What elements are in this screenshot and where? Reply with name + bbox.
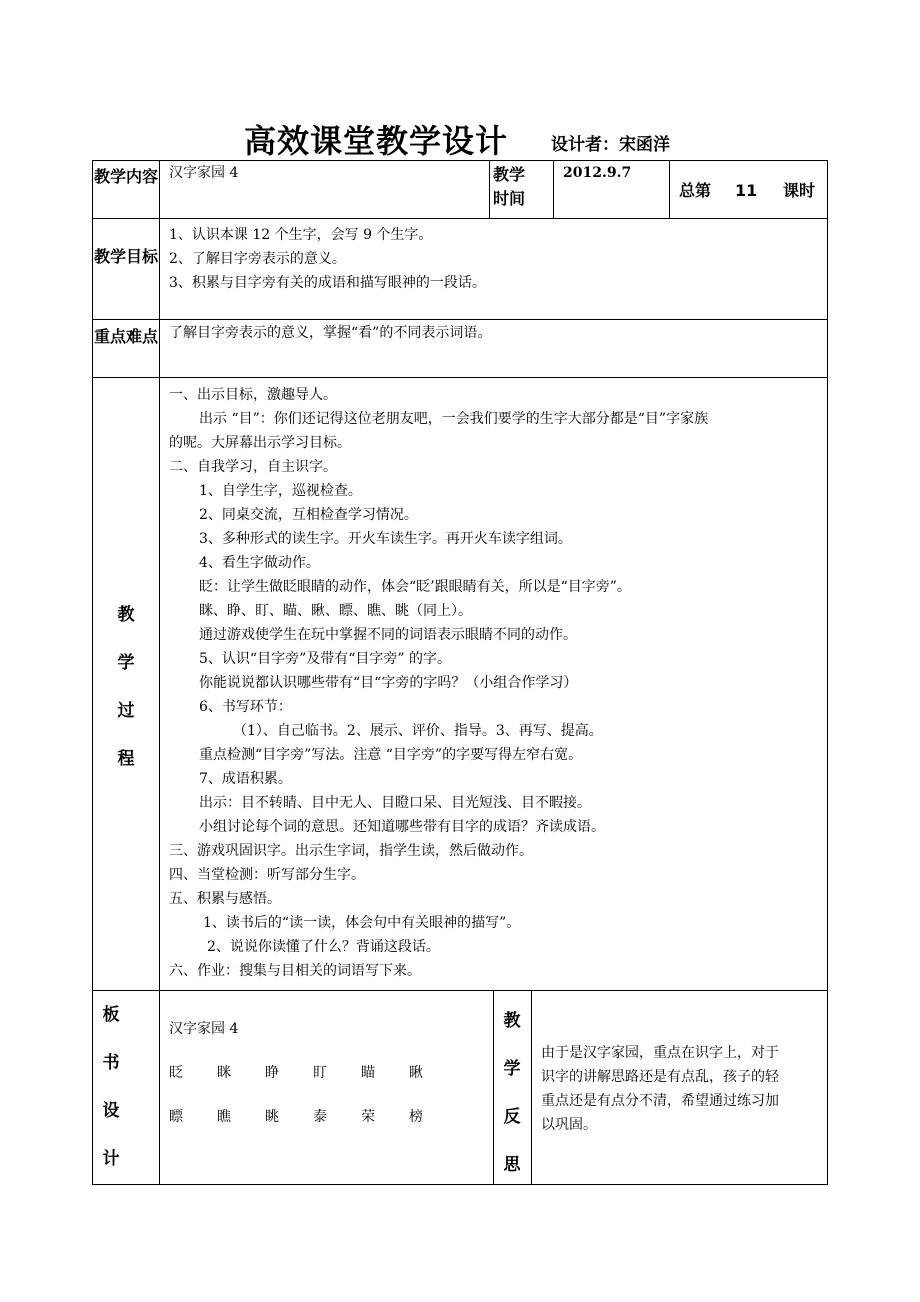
process-line: 7、成语积累。 [199,771,292,787]
column-divider [531,990,532,1184]
reflection-line: 重点还是有点分不清，希望通过练习加 [541,1093,779,1109]
process-label-char: 过 [117,701,135,721]
lesson-suffix: 课时 [783,181,816,200]
lesson-number: 11 [735,181,758,200]
reflection-line: 以巩固。 [541,1117,597,1133]
content-value: 汉字家园 4 [169,165,239,181]
board-char: 瞧 [217,1109,231,1125]
board-char: 眯 [217,1065,231,1081]
board-label-char: 板 [102,1005,120,1025]
process-line: 重点检测“目字旁”写法。注意 “目字旁”的字要写得左窄右宽。 [199,747,583,763]
lesson-plan-table [92,160,828,1185]
process-line: 眨：让学生做眨眼睛的动作，体会“眨’跟眼睛有关，所以是“目字旁”。 [199,579,631,595]
process-line: 3、多种形式的读生字。开火车读生字。再开火车读字组词。 [199,531,572,547]
board-label [93,991,129,1183]
goal-item: 2、了解目字旁表示的意义。 [169,251,346,267]
reflection-text [541,1041,823,1137]
process-line: 二、自我学习，自主识字。 [169,459,337,475]
designer-label: 设计者： [551,135,619,155]
process-line: 出示：目不转睛、目中无人、目瞪口呆、目光短浅、目不暇接。 [199,795,591,811]
process-line: 一、出示目标，激趣导人。 [169,387,337,403]
board-char: 眨 [169,1065,183,1081]
goals-label: 教学目标 [93,247,158,266]
board-title: 汉字家园 4 [169,1021,239,1037]
document-title-area [0,116,920,160]
board-row [169,1061,485,1085]
designer-credit [551,130,670,155]
column-divider [669,161,670,218]
reflection-label [493,997,531,1189]
board-char: 荣 [361,1109,375,1125]
process-line: 2、说说你读懂了什么？背诵这段话。 [207,939,440,955]
process-label [93,591,159,783]
board-char: 眺 [265,1109,279,1125]
goal-item: 3、积累与目字旁有关的成语和描写眼神的一段话。 [169,275,486,291]
time-label: 教学时间 [493,165,526,208]
process-line: 的呢。大屏幕出示学习目标。 [169,435,351,451]
process-label-char: 教 [117,605,135,625]
board-label-char: 计 [102,1149,120,1169]
process-line: 2、同桌交流，互相检查学习情况。 [199,507,418,523]
board-char: 泰 [313,1109,327,1125]
goals-list [169,223,819,295]
row-divider [93,319,827,320]
reflection-line: 由于是汉字家园，重点在识字上，对于 [541,1045,779,1061]
reflection-label-char: 教 [503,1011,521,1031]
designer-name: 宋函洋 [619,135,670,155]
process-line: 五、积累与感悟。 [169,891,281,907]
process-line: 4、看生字做动作。 [199,555,320,571]
board-label-char: 设 [102,1101,120,1121]
process-line: 6、书写环节： [199,699,292,715]
lesson-prefix: 总第 [679,181,712,200]
column-divider [553,161,554,218]
process-line: （1）、自己临书。2、展示、评价、指导。3、再写、提高。 [233,723,603,739]
board-row [169,1105,485,1129]
reflection-label-char: 反 [503,1107,521,1127]
process-label-char: 学 [117,653,135,673]
row-divider [93,990,827,991]
goal-item: 1、认识本课 12 个生字，会写 9 个生字。 [169,227,433,243]
column-divider [489,161,490,218]
process-line: 出示 “目”：你们还记得这位老朋友吧，一会我们要学的生字大部分都是“目”字家族 [199,411,709,427]
board-content [169,1017,485,1129]
reflection-label-char: 思 [503,1155,521,1175]
process-line: 三、游戏巩固识字。出示生字词，指学生读，然后做动作。 [169,843,533,859]
process-line: 六、作业：搜集与目相关的词语写下来。 [169,963,421,979]
board-label-char: 书 [102,1053,120,1073]
board-char: 瞅 [409,1065,423,1081]
reflection-line: 识字的讲解思路还是有点乱，孩子的轻 [541,1069,779,1085]
page-title: 高效课堂教学设计 [244,122,509,160]
board-char: 榜 [409,1109,423,1125]
process-line: 四、当堂检测：听写部分生字。 [169,867,365,883]
process-line: 小组讨论每个词的意思。还知道哪些带有目字的成语？齐读成语。 [199,819,605,835]
board-char: 瞟 [169,1109,183,1125]
key-points-text: 了解目字旁表示的意义，掌握“看”的不同表示词语。 [169,325,492,341]
process-line: 5、认识“目字旁”及带有“目字旁” 的字。 [199,651,451,667]
lesson-date: 2012.9.7 [563,165,632,181]
key-points-label: 重点难点 [93,327,158,346]
row-divider [93,218,827,219]
column-divider [159,161,160,1184]
process-steps [169,383,825,983]
process-line: 眯、睁、盯、瞄、瞅、瞟、瞧、眺（同上）。 [199,603,472,619]
row-divider [93,377,827,378]
board-char: 瞄 [361,1065,375,1081]
process-line: 1、自学生字，巡视检查。 [199,483,362,499]
board-char: 盯 [313,1065,327,1081]
process-label-char: 程 [117,749,135,769]
content-label: 教学内容 [93,167,158,186]
process-line: 通过游戏使学生在玩中掌握不同的词语表示眼睛不同的动作。 [199,627,577,643]
process-line: 你能说说都认识哪些带有“目“字旁的字吗？（小组合作学习） [199,675,578,691]
board-char: 睁 [265,1065,279,1081]
process-line: 1、读书后的“读一读，体会句中有关眼神的描写”。 [203,915,521,931]
reflection-label-char: 学 [503,1059,521,1079]
